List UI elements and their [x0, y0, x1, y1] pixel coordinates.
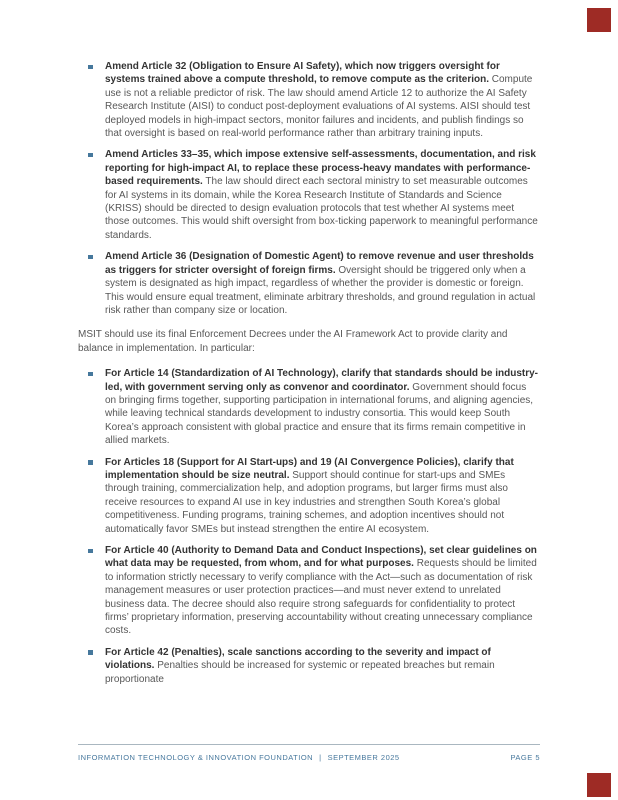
bullet-lead-in: Amend Article 32 (Obligation to Ensure AI Safety), which now triggers oversight for systems trained above a compute threshold, to remove compute as the criterion.: [105, 61, 500, 86]
footer-org-name: INFORMATION TECHNOLOGY & INNOVATION FOUNDATION: [78, 753, 314, 762]
bullet-lead-in: For Articles 18 (Support for AI Start-ups) and 19 (AI Convergence Policies), clarify that implementation should be size neutral.: [105, 456, 514, 481]
bullet-lead-in: For Article 14 (Standardization of AI Technology), clarify that standards should be industry-led, with government serving only as convenor and coordinator.: [105, 368, 539, 393]
enforcement-decrees-paragraph: MSIT should use its final Enforcement Decrees under the AI Framework Act to provide clarity and balance in implementation. In particular:: [78, 329, 508, 354]
amendment-recommendations-list: [78, 60, 540, 317]
list-item: [105, 250, 540, 317]
footer-org-date: [78, 753, 400, 762]
bullet-lead-in: Amend Article 36 (Designation of Domestic Agent) to remove revenue and user thresholds as triggers for stricter oversight of foreign firms.: [105, 251, 534, 276]
itif-red-square-icon: [587, 8, 611, 32]
enforcement-decree-recommendations-list: [78, 367, 540, 686]
page-body: [78, 60, 540, 694]
bullet-lead-in: For Article 42 (Penalties), scale sanctions according to the severity and impact of violations.: [105, 646, 491, 672]
list-item: [105, 367, 540, 447]
list-item: [105, 456, 540, 536]
bullet-body-text: The law should direct each sectoral ministry to set measurable outcomes for AI systems in its domain, while the Korea Research Institute of Standards and Science (KRISS) should be directed to design evaluation protocols that test whether AI systems meet those outcomes. This would shift oversight from box-ticking paperwork to meaningful performance standards.: [105, 176, 538, 241]
footer-date: SEPTEMBER 2025: [327, 753, 400, 762]
footer-rule: [78, 744, 540, 745]
page-number: PAGE 5: [510, 753, 540, 762]
bullet-body-text: Government should focus on bringing firms together, supporting participation in international forums, and aligning agencies, while leaving technical standards development to industry consortia. This would keep South Korea’s approach consistent with global practice and ensure that its firms remain competitive in allied markets.: [105, 381, 534, 447]
bullet-lead-in: Amend Articles 33–35, which impose extensive self-assessments, documentation, and risk reporting for high-impact AI, to replace these process-heavy mandates with performance-based requirements.: [105, 149, 536, 188]
bullet-body-text: Compute use is not a reliable predictor of risk. The law should amend Article 12 to authorize the AI Safety Research Institute (AISI) to conduct post-deployment evaluations of AI systems. AISI should test deployed models in high-impact sectors, monitor failures and incidents, and publish findings so that oversight is based on real-world performance rather than arbitrary training inputs.: [105, 74, 533, 140]
bullet-body-text: Requests should be limited to information strictly necessary to verify compliance with the Act—such as documentation of risk management measures or user protection practices—and must never extend to unrelated business data. The decree should also require strong safeguards for confidentiality to protect firms’ proprietary information, preserving accountability without creating unnecessary compliance costs.: [105, 558, 537, 637]
bullet-body-text: Penalties should be increased for systemic or repeated breaches but remain proportionate: [105, 660, 495, 685]
bullet-body-text: Support should continue for start-ups and SMEs through training, commercialization help, and adoption programs, but larger firms must also receive resources to expand AI use in key industries and strengthen South Korea’s global competitiveness. Funding programs, training schemes, and adoption incentives should not automatically favor SMEs but instead strengthen the entire AI ecosystem.: [105, 469, 508, 535]
list-item: [105, 148, 540, 242]
list-item: [105, 60, 540, 140]
page-footer: [78, 744, 540, 762]
list-item: [105, 544, 540, 638]
footer-separator: |: [319, 753, 322, 762]
bullet-body-text: Oversight should be triggered only when a system is designated as high impact, regardless of whether the provider is domestic or foreign. This would ensure equal treatment, eliminate arbitrary thresholds, and ground regulation in actual risk rather than company size or location.: [105, 264, 536, 316]
itif-red-square-icon: [587, 773, 611, 797]
list-item: [105, 646, 540, 686]
bullet-lead-in: For Article 40 (Authority to Demand Data and Conduct Inspections), set clear guidelines on what data may be requested, from whom, and for what purposes.: [105, 545, 537, 570]
